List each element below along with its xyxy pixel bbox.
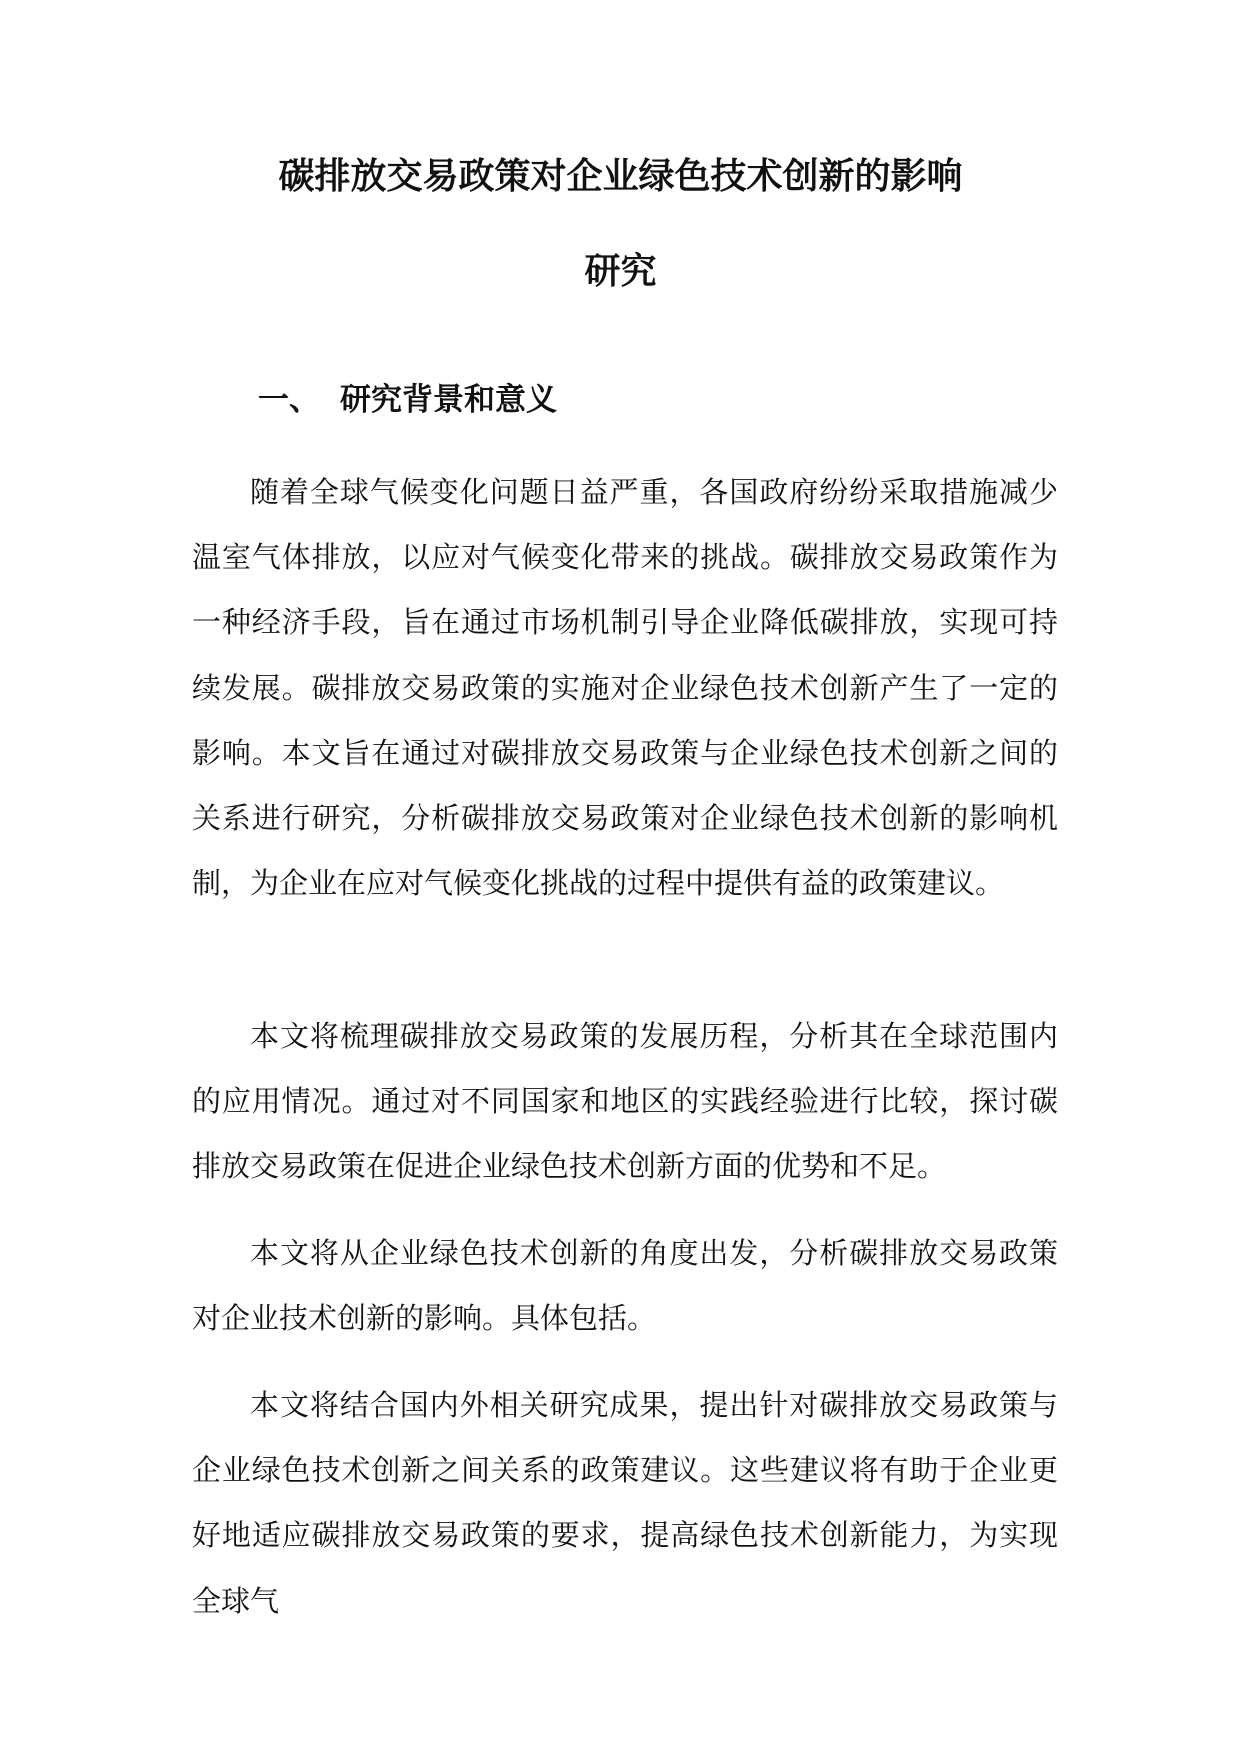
body-paragraph-block [192, 1373, 1058, 1634]
body-paragraph-block [192, 460, 1058, 916]
paragraph: 本文将从企业绿色技术创新的角度出发，分析碳排放交易政策对企业技术创新的影响。具体包括。 [192, 1236, 1058, 1336]
document-title-line-2: 研究 [584, 250, 657, 292]
paragraph: 本文将梳理碳排放交易政策的发展历程，分析其在全球范围内的应用情况。通过对不同国家和地区的实践经验进行比较，探讨碳排放交易政策在促进企业绿色技术创新方面的优势和不足。 [192, 1019, 1058, 1184]
section-heading [258, 378, 557, 422]
paragraph: 本文将结合国内外相关研究成果，提出针对碳排放交易政策与企业绿色技术创新之间关系的政策建议。这些建议将有助于企业更好地适应碳排放交易政策的要求，提高绿色技术创新能力，为实现全球气 [192, 1388, 1058, 1618]
body-paragraph-block [192, 1004, 1058, 1200]
body-paragraph-block [192, 1221, 1058, 1351]
document-title-line-1: 碳排放交易政策对企业绿色技术创新的影响 [278, 155, 963, 197]
paragraph: 随着全球气候变化问题日益严重，各国政府纷纷采取措施减少温室气体排放，以应对气候变化带来的挑战。碳排放交易政策作为一种经济手段，旨在通过市场机制引导企业降低碳排放，实现可持续发展。碳排放交易政策的实施对企业绿色技术创新产生了一定的影响。本文旨在通过对碳排放交易政策与企业绿色技术创新之间的关系进行研究，分析碳排放交易政策对企业绿色技术创新的影响机制，为企业在应对气候变化挑战的过程中提供有益的政策建议。 [192, 475, 1058, 901]
section-number: 一、 [258, 382, 320, 418]
section-title: 研究背景和意义 [340, 382, 557, 418]
